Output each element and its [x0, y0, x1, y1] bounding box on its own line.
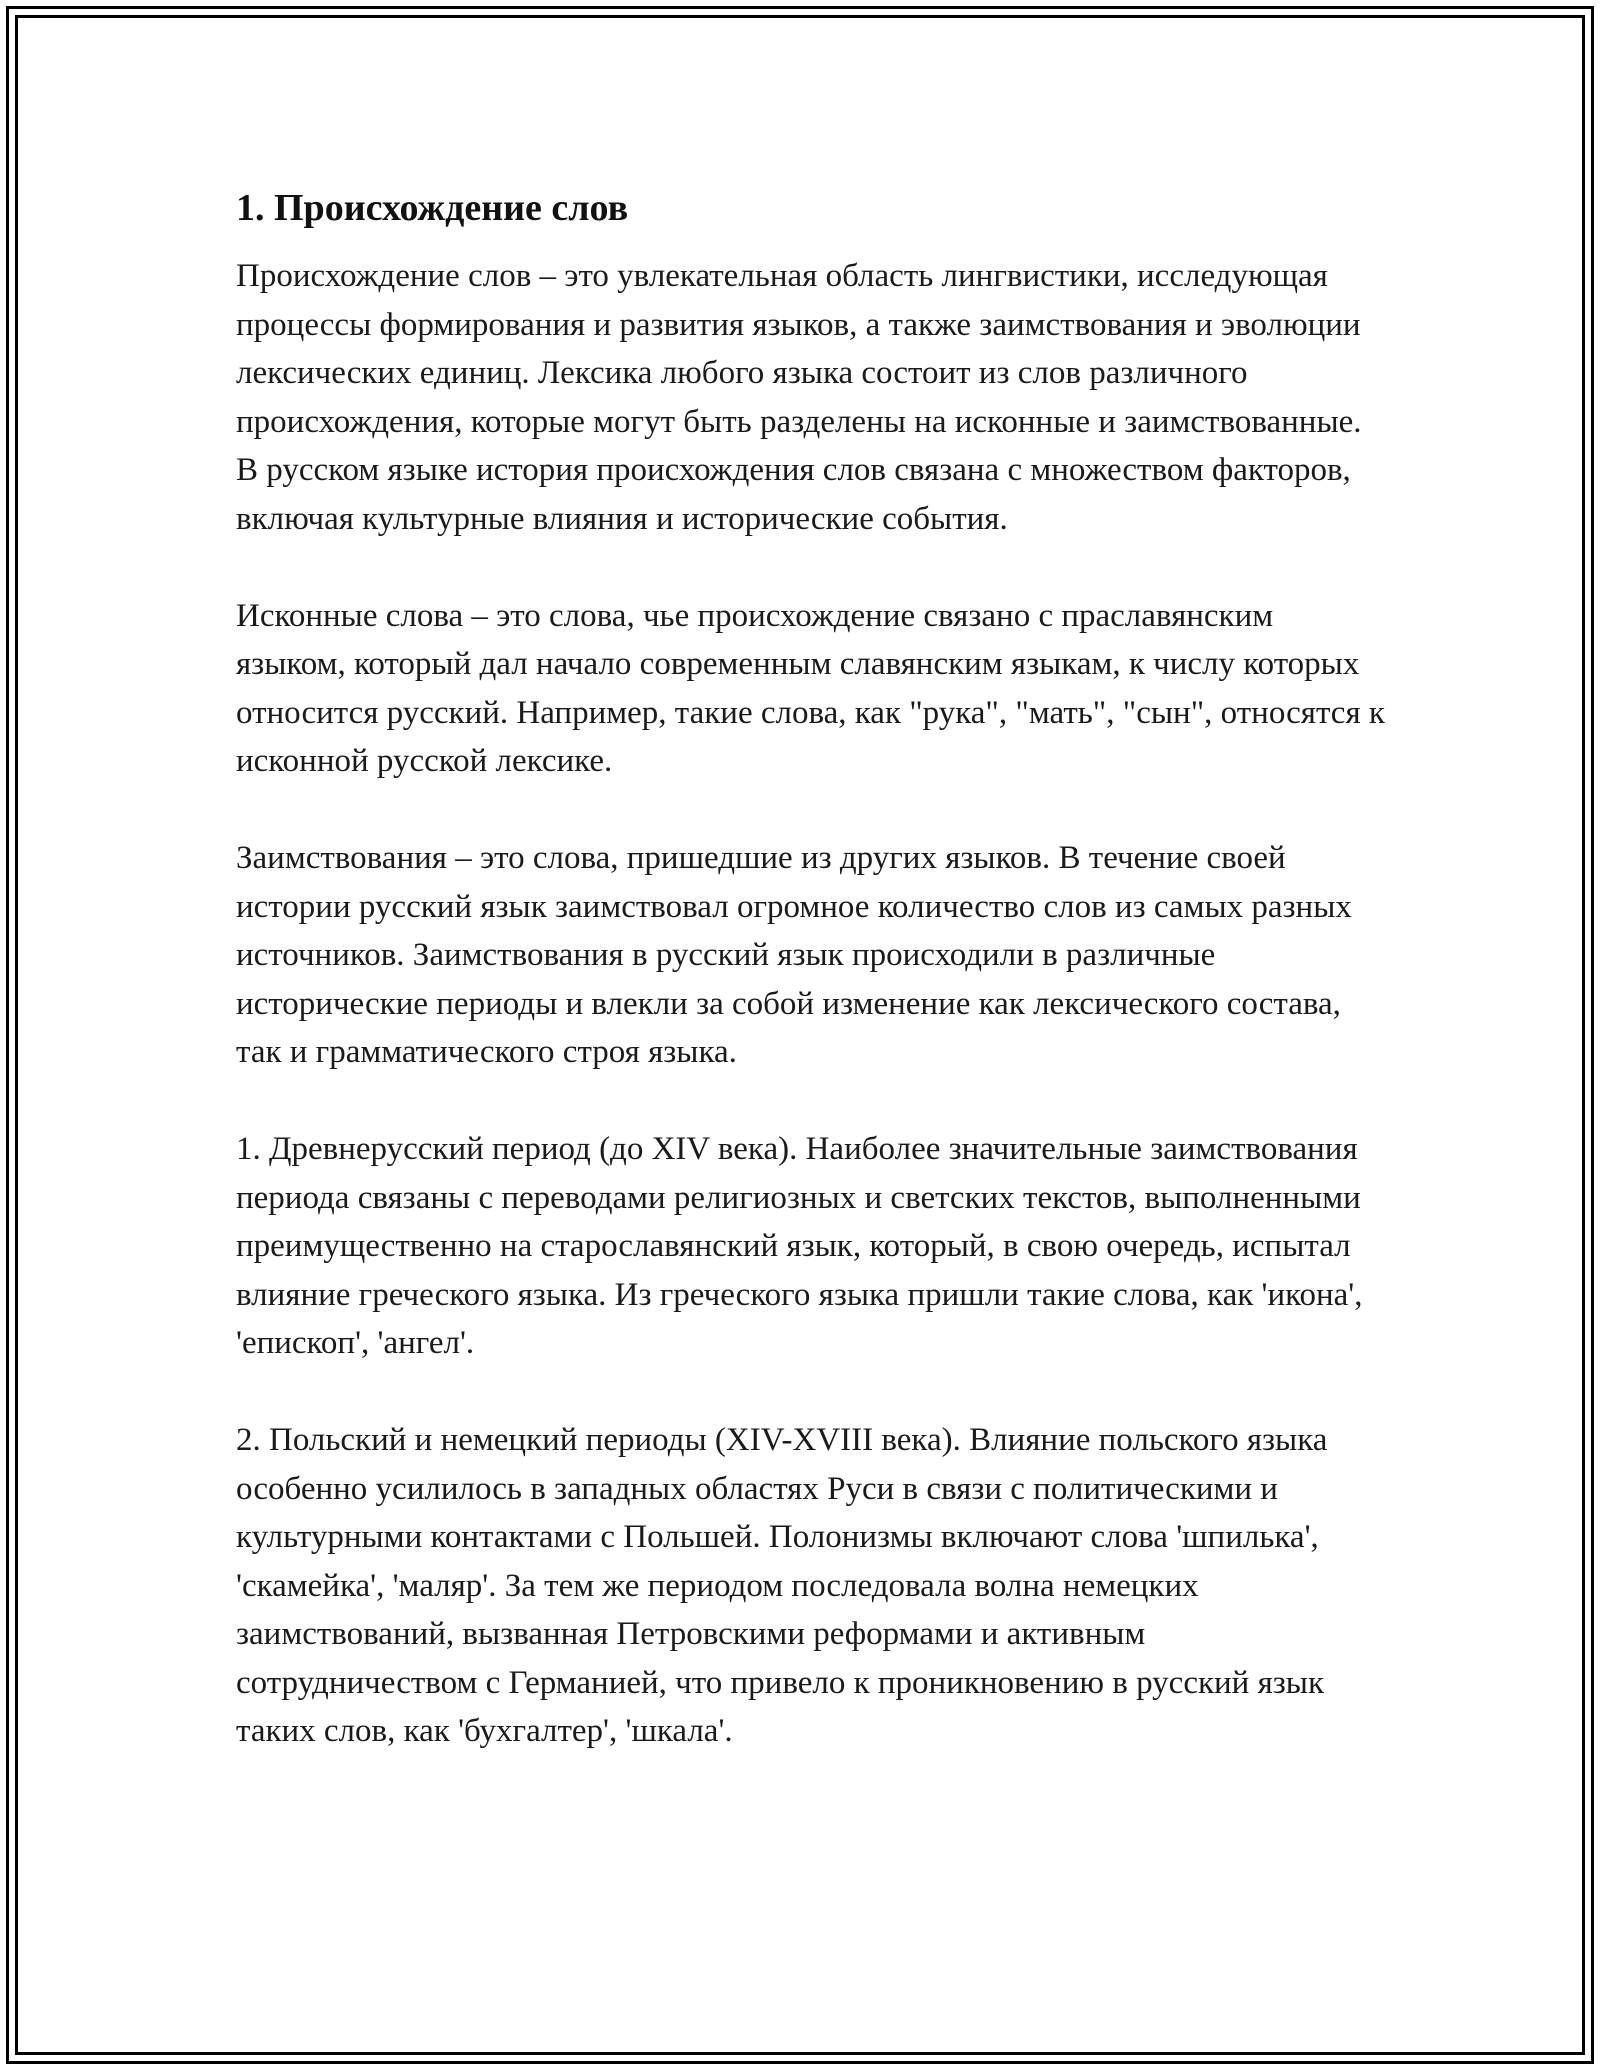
document-body: [236, 184, 1386, 1756]
paragraph-polish-german-period: 2. Польский и немецкий периоды (XIV-XVIII века). Влияние польского языка особенно усилилось в западных областях Руси в связи с политическими и культурными контактами с Польшей. Полонизмы включают слова 'шпилька', 'скамейка', 'маляр'. За тем же периодом последовала волна немецких заимствований, вызванная Петровскими реформами и активным сотрудничеством с Германией, что привело к проникновению в русский язык таких слов, как 'бухгалтер', 'шкала'.: [236, 1422, 1328, 1749]
paragraph-borrowings: Заимствования – это слова, пришедшие из других языков. В течение своей истории русский язык заимствовал огромное количество слов из самых разных источников. Заимствования в русский язык происходили в различные исторические периоды и влекли за собой изменение как лексического состава, так и грамматического строя языка.: [236, 840, 1352, 1070]
section-heading: 1. Происхождение слов: [236, 187, 629, 229]
paragraph-native-words: Исконные слова – это слова, чье происхождение связано с праславянским языком, который дал начало современным славянским языкам, к числу которых относится русский. Например, такие слова, как "рука", "мать", "сын", относятся к исконной русской лексике.: [236, 597, 1385, 779]
paragraph-old-russian-period: 1. Древнерусский период (до XIV века). Наиболее значительные заимствования периода связаны с переводами религиозных и светских текстов, выполненными преимущественно на старославянский язык, который, в свою очередь, испытал влияние греческого языка. Из греческого языка пришли такие слова, как 'икона', 'епископ', 'ангел'.: [236, 1131, 1363, 1361]
paragraph-intro: Происхождение слов – это увлекательная область лингвистики, исследующая процессы формирования и развития языков, а также заимствования и эволюции лексических единиц. Лексика любого языка состоит из слов различного происхождения, которые могут быть разделены на исконные и заимствованные. В русском языке история происхождения слов связана с множеством факторов, включая культурные влияния и исторические события.: [236, 258, 1362, 537]
